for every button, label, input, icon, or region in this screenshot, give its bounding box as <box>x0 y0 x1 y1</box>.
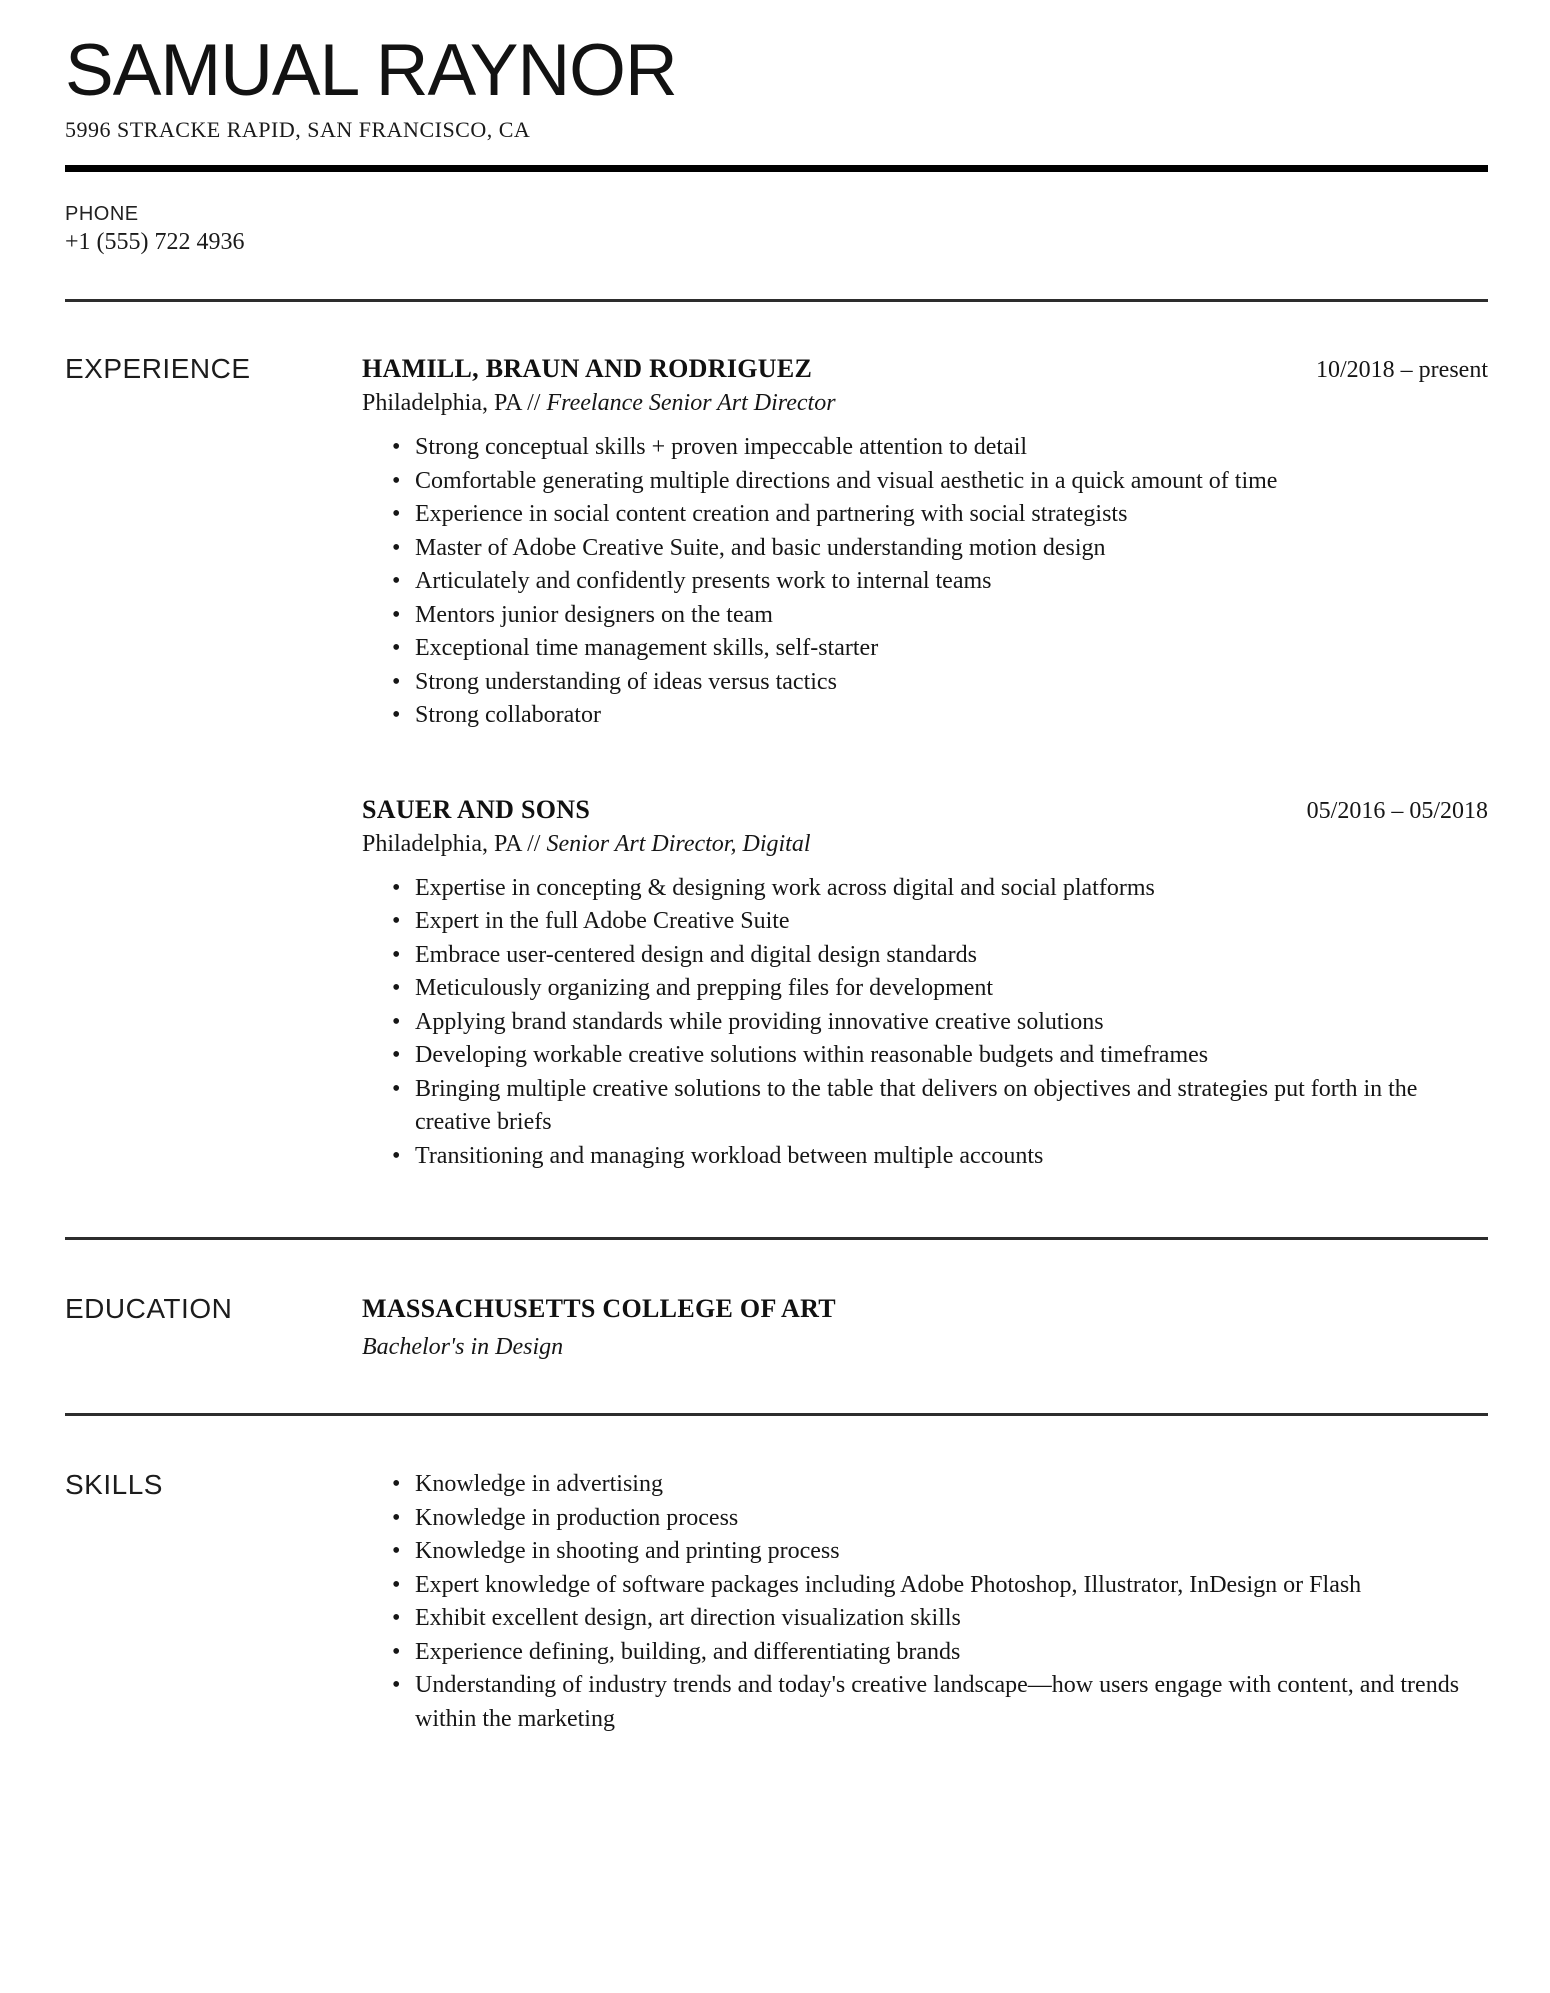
skills-bullet-list <box>362 1468 1488 1736</box>
bullet-item: • Strong conceptual skills + proven impeccable attention to detail <box>362 431 1488 465</box>
job-location: Philadelphia, PA <box>362 390 522 416</box>
experience-content <box>362 352 1488 1173</box>
bullet-item: • Knowledge in production process <box>362 1502 1488 1536</box>
bullet-item: • Transitioning and managing workload between multiple accounts <box>362 1140 1488 1174</box>
skills-content <box>362 1468 1488 1736</box>
bullet-item: • Bringing multiple creative solutions to the table that delivers on objectives and strategies put forth in the creative briefs <box>362 1073 1488 1140</box>
job-subtitle <box>362 829 1488 860</box>
school-name: MASSACHUSETTS COLLEGE OF ART <box>362 1294 836 1323</box>
job-bullet-list <box>362 431 1488 733</box>
bullet-item: • Applying brand standards while providing innovative creative solutions <box>362 1006 1488 1040</box>
contact-block <box>65 202 1488 257</box>
job-dates: 10/2018 – present <box>1316 357 1488 383</box>
education-content <box>362 1292 1488 1363</box>
bullet-item: • Developing workable creative solutions within reasonable budgets and timeframes <box>362 1039 1488 1073</box>
job-separator: // <box>527 390 541 416</box>
job-header <box>362 352 1488 386</box>
degree-name: Bachelor's in Design <box>362 1334 564 1360</box>
bullet-item: • Expertise in concepting & designing work across digital and social platforms <box>362 872 1488 906</box>
company-name: HAMILL, BRAUN AND RODRIGUEZ <box>362 354 813 383</box>
bullet-item: • Embrace user-centered design and digital design standards <box>362 939 1488 973</box>
education-section <box>65 1240 1488 1413</box>
experience-section <box>65 302 1488 1237</box>
skills-section-label: SKILLS <box>65 1469 163 1500</box>
bullet-item: • Knowledge in shooting and printing process <box>362 1535 1488 1569</box>
job-dates: 05/2016 – 05/2018 <box>1306 797 1488 824</box>
bullet-item: • Understanding of industry trends and today's creative landscape—how users engage with content, and trends within the marketing <box>362 1669 1488 1736</box>
phone-value: +1 (555) 722 4936 <box>65 229 245 255</box>
bullet-item: • Mentors junior designers on the team <box>362 599 1488 633</box>
job-subtitle <box>362 388 1488 419</box>
job-location: Philadelphia, PA <box>362 830 522 857</box>
phone-label: PHONE <box>65 203 139 225</box>
job-bullet-list <box>362 872 1488 1174</box>
bullet-item: • Exhibit excellent design, art direction visualization skills <box>362 1602 1488 1636</box>
job-title: Senior Art Director, Digital <box>546 830 811 857</box>
bullet-item: • Comfortable generating multiple directions and visual aesthetic in a quick amount of time <box>362 465 1488 499</box>
bullet-item: • Exceptional time management skills, self-starter <box>362 632 1488 666</box>
bullet-item: • Master of Adobe Creative Suite, and basic understanding motion design <box>362 532 1488 566</box>
bullet-item: • Expert in the full Adobe Creative Suite <box>362 905 1488 939</box>
bullet-item: • Strong understanding of ideas versus tactics <box>362 666 1488 700</box>
education-section-label: EDUCATION <box>65 1293 233 1324</box>
candidate-name: SAMUAL RAYNOR <box>65 30 677 111</box>
job-separator: // <box>527 830 541 857</box>
company-name: SAUER AND SONS <box>362 794 591 824</box>
bullet-item: • Strong collaborator <box>362 699 1488 733</box>
bullet-item: • Articulately and confidently presents work to internal teams <box>362 565 1488 599</box>
bullet-item: • Experience in social content creation and partnering with social strategists <box>362 498 1488 532</box>
bullet-item: • Expert knowledge of software packages including Adobe Photoshop, Illustrator, InDesign or Flash <box>362 1569 1488 1603</box>
bullet-item: • Meticulously organizing and prepping files for development <box>362 972 1488 1006</box>
header-thick-rule <box>65 165 1488 172</box>
job-entry-1 <box>362 352 1488 733</box>
skills-section <box>65 1416 1488 1736</box>
bullet-item: • Experience defining, building, and differentiating brands <box>362 1636 1488 1670</box>
job-header <box>362 793 1488 827</box>
experience-section-label: EXPERIENCE <box>65 353 251 384</box>
candidate-address: 5996 STRACKE RAPID, SAN FRANCISCO, CA <box>65 117 531 142</box>
resume-header <box>65 30 1488 257</box>
job-title: Freelance Senior Art Director <box>546 390 836 416</box>
job-entry-2 <box>362 793 1488 1174</box>
bullet-item: • Knowledge in advertising <box>362 1468 1488 1502</box>
